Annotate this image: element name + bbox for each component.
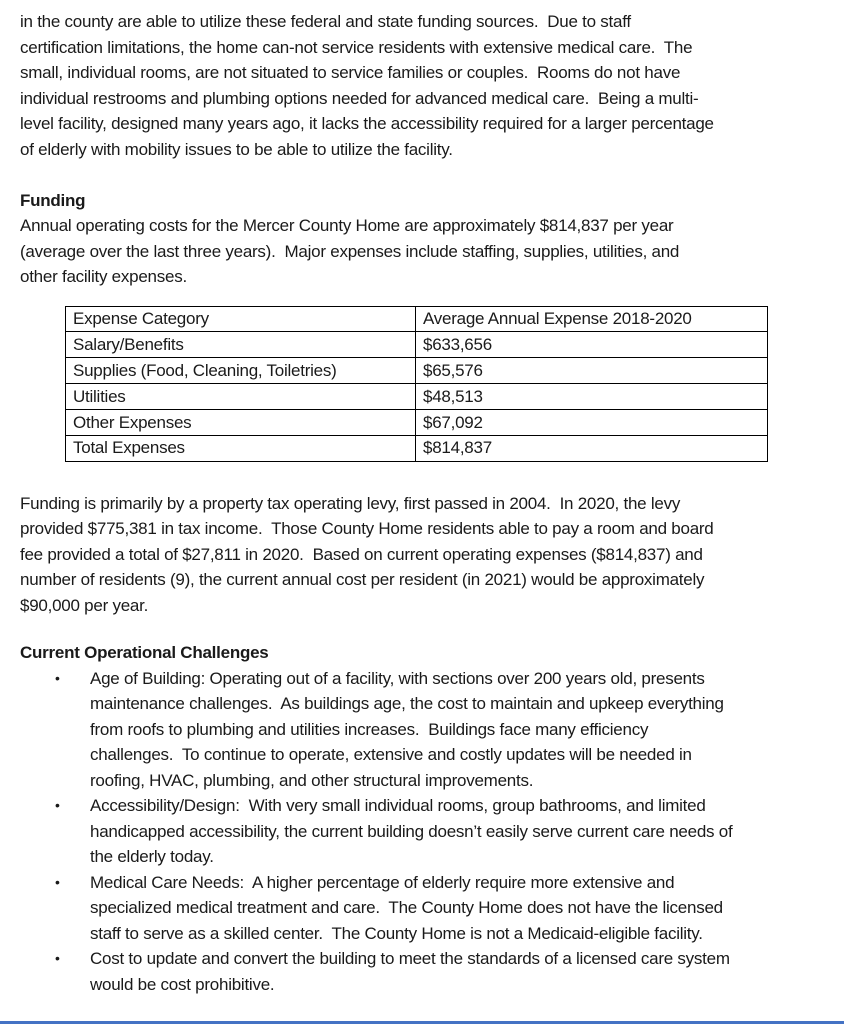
intro-paragraph	[20, 9, 826, 162]
table-row	[66, 435, 768, 461]
text-line: the elderly today.	[90, 847, 214, 867]
text-line: individual restrooms and plumbing options needed for advanced medical care. Being a multi-	[20, 88, 699, 108]
text-line: from roofs to plumbing and utilities increases. Buildings face many efficiency	[90, 719, 649, 739]
table-header-cell: Average Annual Expense 2018-2020	[416, 306, 768, 332]
text-line: Age of Building: Operating out of a facility, with sections over 200 years old, presents	[90, 668, 705, 688]
table-cell: $633,656	[416, 332, 768, 358]
text-line: in the county are able to utilize these federal and state funding sources. Due to staff	[20, 12, 631, 31]
text-line: would be cost prohibitive.	[90, 974, 275, 994]
bullet-item	[20, 946, 826, 997]
text-line: number of residents (9), the current annual cost per resident (in 2021) would be approximately	[20, 570, 705, 590]
text-line: specialized medical treatment and care. The County Home does not have the licensed	[90, 898, 723, 918]
table-row	[66, 410, 768, 436]
text-line: challenges. To continue to operate, extensive and costly updates will be needed in	[90, 745, 692, 765]
expense-table	[65, 306, 768, 462]
text-line: Annual operating costs for the Mercer County Home are approximately $814,837 per year	[20, 216, 674, 235]
text-line: level facility, designed many years ago, it lacks the accessibility required for a larger percentage	[20, 114, 714, 133]
bullet-item	[20, 666, 826, 794]
bullet-item	[20, 793, 826, 870]
bullet-text	[90, 793, 826, 870]
bullet-icon: •	[55, 669, 60, 686]
text-line: (average over the last three years). Major expenses include staffing, supplies, utilities, and	[20, 241, 680, 261]
table-cell: Supplies (Food, Cleaning, Toiletries)	[66, 358, 416, 384]
table-row	[66, 332, 768, 358]
paragraph-spacer	[20, 618, 826, 640]
paragraph-spacer	[20, 162, 826, 188]
text-line: handicapped accessibility, the current building doesn’t easily serve current care needs of	[90, 821, 733, 841]
bullet-icon: •	[55, 873, 60, 890]
text-line: certification limitations, the home can-not service residents with extensive medical care. The	[20, 37, 693, 57]
challenges-heading: Current Operational Challenges	[20, 643, 269, 663]
text-line: Funding is primarily by a property tax operating levy, first passed in 2004. In 2020, the levy	[20, 493, 681, 513]
bullet-icon: •	[55, 797, 60, 814]
funding-heading: Funding	[20, 190, 86, 210]
bullet-text	[90, 870, 826, 947]
table-cell: Utilities	[66, 384, 416, 410]
table-header-cell: Expense Category	[66, 306, 416, 332]
text-line: Accessibility/Design: With very small individual rooms, group bathrooms, and limited	[90, 796, 706, 816]
table-cell: Total Expenses	[66, 435, 416, 461]
challenges-bullet-list	[20, 666, 826, 998]
table-row	[66, 384, 768, 410]
text-line: Cost to update and convert the building to meet the standards of a licensed care system	[90, 949, 730, 969]
text-line: $90,000 per year.	[20, 595, 149, 615]
table-cell: Salary/Benefits	[66, 332, 416, 358]
funding-paragraph	[20, 213, 826, 290]
text-line: Medical Care Needs: A higher percentage of elderly require more extensive and	[90, 872, 675, 892]
table-cell: Other Expenses	[66, 410, 416, 436]
text-line: fee provided a total of $27,811 in 2020. Based on current operating expenses ($814,837) and	[20, 544, 703, 564]
text-line: staff to serve as a skilled center. The County Home is not a Medicaid-eligible facility.	[90, 923, 703, 943]
bullet-icon: •	[55, 950, 60, 967]
table-header-row	[66, 306, 768, 332]
table-cell: $67,092	[416, 410, 768, 436]
bullet-text	[90, 666, 826, 794]
table-cell: $814,837	[416, 435, 768, 461]
text-line: provided $775,381 in tax income. Those County Home residents able to pay a room and board	[20, 519, 714, 539]
text-line: maintenance challenges. As buildings age, the cost to maintain and upkeep everything	[90, 694, 724, 714]
text-line: small, individual rooms, are not situated to service families or couples. Rooms do not have	[20, 63, 681, 82]
bullet-item	[20, 870, 826, 947]
table-cell: $48,513	[416, 384, 768, 410]
table-cell: $65,576	[416, 358, 768, 384]
text-line: of elderly with mobility issues to be able to utilize the facility.	[20, 139, 453, 159]
table-row	[66, 358, 768, 384]
bullet-text	[90, 946, 826, 997]
text-line: roofing, HVAC, plumbing, and other structural improvements.	[90, 770, 534, 790]
levy-paragraph	[20, 491, 826, 619]
text-line: other facility expenses.	[20, 267, 187, 286]
